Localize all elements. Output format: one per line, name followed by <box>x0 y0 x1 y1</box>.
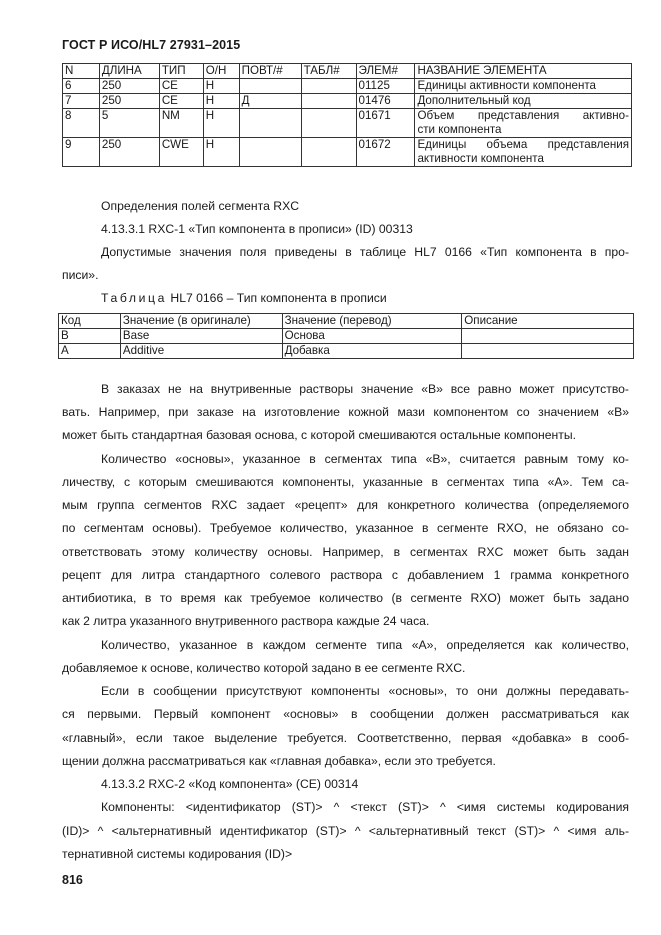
cell-table <box>301 79 356 94</box>
paragraph-line: мым группа сегментов RXC задает «рецепт» для конкретного количества (определяемого <box>62 498 629 512</box>
cell-name-line: Объем представления активно- <box>417 109 629 122</box>
cell-table <box>301 94 356 109</box>
col-header: О/Н <box>203 64 239 79</box>
paragraph-line: Количество «основы», указанное в сегментах типа «B», считается равным тому ко- <box>101 452 629 466</box>
col-header: ТИП <box>159 64 203 79</box>
paragraph-line: тернативной системы кодирования (ID)> <box>62 847 293 861</box>
paragraph-line: рецепт для литра стандартного солевого раствора с добавлением 1 грамма конкретного <box>62 568 629 582</box>
paragraph-line: ответствовать этому количеству основы. Например, в сегментах RXC может быть задан <box>62 545 629 559</box>
cell-name <box>415 109 632 138</box>
component-type-table <box>58 313 634 359</box>
cell-code: B <box>59 329 121 344</box>
table-caption-text: HL7 0166 – Тип компонента в прописи <box>167 291 387 305</box>
cell-n: 6 <box>63 79 100 94</box>
table-row <box>63 109 632 138</box>
paragraph-line: Если в сообщении присутствуют компоненты «основы», то они должны передавать- <box>101 684 629 698</box>
cell-type: NM <box>159 109 203 138</box>
paragraph-line: Допустимые значения поля приведены в таблице HL7 0166 «Тип компонента в про- <box>101 245 629 259</box>
table-caption-prefix: Таблица <box>101 291 167 305</box>
cell-length: 250 <box>99 79 159 94</box>
cell-optionality: Н <box>203 109 239 138</box>
col-header: N <box>63 64 100 79</box>
col-header: ПОВТ/# <box>239 64 301 79</box>
col-header: ДЛИНА <box>99 64 159 79</box>
cell-length: 250 <box>99 94 159 109</box>
table-caption <box>101 291 387 305</box>
cell-element: 01476 <box>356 94 415 109</box>
table-header-row <box>63 64 632 79</box>
cell-element: 01672 <box>356 138 415 167</box>
cell-n: 8 <box>63 109 100 138</box>
document-header: ГОСТ Р ИСО/HL7 27931–2015 <box>62 38 241 52</box>
cell-optionality: Н <box>203 79 239 94</box>
paragraph-line: как 2 литра указанного внутривенного раствора каждые 24 часа. <box>62 614 430 628</box>
cell-table <box>301 109 356 138</box>
cell-name-line: активности компонента <box>417 152 544 165</box>
paragraph-line: «главный», если такое выделение требуется. Соответственно, первая «добавка» в сооб- <box>62 731 629 745</box>
section-title: Определения полей сегмента RXC <box>101 199 300 213</box>
paragraph-line: может быть стандартная базовая основа, с которой смешиваются остальные компоненты. <box>62 428 576 442</box>
cell-type: CE <box>159 79 203 94</box>
cell-original: Additive <box>120 344 282 359</box>
col-header: Код <box>59 314 121 329</box>
table-row <box>59 329 634 344</box>
paragraph-line: антибиотика, в то время как требуемое количество (в сегменте RXO) может быть задано <box>62 591 629 605</box>
paragraph-line: Компоненты: <идентификатор (ST)> ^ <текст (ST)> ^ <имя системы кодирования <box>101 800 629 814</box>
col-header: НАЗВАНИЕ ЭЛЕМЕНТА <box>415 64 632 79</box>
cell-repeat <box>239 138 301 167</box>
col-header: ТАБЛ# <box>301 64 356 79</box>
cell-description <box>462 329 634 344</box>
cell-table <box>301 138 356 167</box>
cell-translation: Основа <box>282 329 462 344</box>
cell-type: CE <box>159 94 203 109</box>
col-header: Описание <box>462 314 634 329</box>
paragraph-line: щении должна рассматриваться как «главная добавка», если это требуется. <box>62 754 496 768</box>
paragraph-line: добавляемое к основе, количество которой задано в ее сегменте RXC. <box>62 661 466 675</box>
cell-optionality: Н <box>203 138 239 167</box>
cell-length: 250 <box>99 138 159 167</box>
paragraph-line: ся первыми. Первый компонент «основы» в сообщении должен рассматриваться как <box>62 707 629 721</box>
cell-repeat: Д <box>239 94 301 109</box>
cell-optionality: Н <box>203 94 239 109</box>
table-row <box>63 94 632 109</box>
cell-name: Единицы активности компонента <box>415 79 632 94</box>
paragraph-line: Количество, указанное в каждом сегменте типа «A», определяется как количество, <box>101 638 629 652</box>
paragraph-line: писи». <box>62 268 99 282</box>
cell-element: 01671 <box>356 109 415 138</box>
paragraph-line: В заказах не на внутривенные растворы значение «B» все равно может присутство- <box>101 382 629 396</box>
cell-n: 9 <box>63 138 100 167</box>
table-row <box>63 79 632 94</box>
cell-code: A <box>59 344 121 359</box>
paragraph-line: (ID)> ^ <альтернативный идентификатор (ST)> ^ <альтернативный текст (ST)> ^ <имя аль- <box>62 824 629 838</box>
cell-name-line: сти компонента <box>417 123 502 136</box>
subsection-heading-rxc1: 4.13.3.1 RXC-1 «Тип компонента в прописи» (ID) 00313 <box>101 222 413 236</box>
table-header-row <box>59 314 634 329</box>
cell-repeat <box>239 109 301 138</box>
cell-name <box>415 138 632 167</box>
col-header: Значение (перевод) <box>282 314 462 329</box>
paragraph-line: личеству, с которым смешиваются компоненты, указанные в сегментах типа «A». Тем са- <box>62 475 629 489</box>
cell-translation: Добавка <box>282 344 462 359</box>
table-row <box>59 344 634 359</box>
cell-original: Base <box>120 329 282 344</box>
cell-n: 7 <box>63 94 100 109</box>
cell-repeat <box>239 79 301 94</box>
cell-description <box>462 344 634 359</box>
subsection-heading-rxc2: 4.13.3.2 RXC-2 «Код компонента» (CE) 00314 <box>101 777 359 791</box>
table-row <box>63 138 632 167</box>
cell-name-line: Единицы объема представления <box>417 138 629 151</box>
segment-fields-table <box>62 63 632 167</box>
paragraph-line: по сегментам основы). Требуемое количество, указанное в сегменте RXO, не обязано со- <box>62 521 629 535</box>
cell-type: CWE <box>159 138 203 167</box>
cell-length: 5 <box>99 109 159 138</box>
col-header: ЭЛЕМ# <box>356 64 415 79</box>
cell-element: 01125 <box>356 79 415 94</box>
page-number: 816 <box>62 873 83 887</box>
col-header: Значение (в оригинале) <box>120 314 282 329</box>
cell-name: Дополнительный код <box>415 94 632 109</box>
paragraph-line: вать. Например, при заказе на изготовление кожной мази компонентом со значением «B» <box>62 405 629 419</box>
